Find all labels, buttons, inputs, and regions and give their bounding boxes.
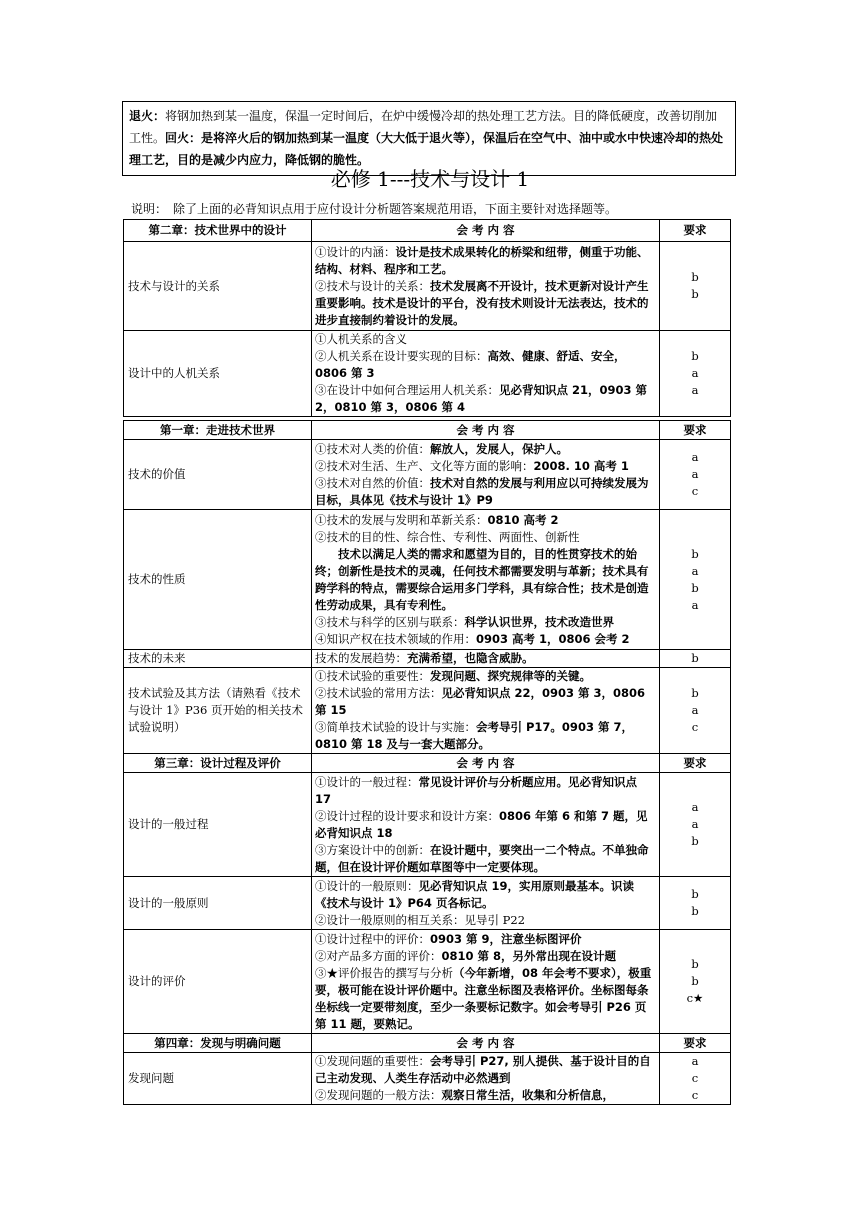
- content-label: ①设计的一般过程：: [315, 774, 419, 789]
- table-row: [124, 331, 731, 417]
- content-text: （今年新增，08 年会考不要求），极重要，极可能在设计评价题中。注意坐标图及表格评价。坐标图每条坐标线一定要带刻度，至少一条要标记数字。如会考导引 P26 页第 11 题，要熟记。: [315, 965, 652, 1031]
- content-cell: [312, 440, 660, 510]
- requirement-heading: 要求: [660, 421, 731, 440]
- requirement-cell: [660, 440, 731, 510]
- requirement-level: b: [691, 904, 699, 918]
- requirement-level: b: [691, 546, 699, 561]
- annealing-definition: 将钢加热到某一温度，保温一定时间后，在炉中缓慢冷却的热处理工艺方法。目的降低硬度，改善切削加工性。: [129, 109, 718, 145]
- tempering-definition: 是将淬火后的钢加热到某一温度（大大低于退火等），保温后在空气中、油中或水中快速冷却的热处理工艺，目的是减少内应力，降低钢的脆性。: [129, 131, 724, 167]
- content-label: ②技术对生活、生产、文化等方面的影响：: [315, 458, 534, 473]
- requirement-level: c: [691, 720, 699, 734]
- table-row: [124, 1053, 731, 1105]
- requirement-level: a: [691, 450, 699, 464]
- content-cell: [312, 877, 660, 930]
- content-label: ②对产品多方面的评价：: [315, 948, 442, 963]
- requirement-level: c: [691, 1071, 699, 1085]
- content-text: 发现问题、探究规律等的关键。: [430, 669, 591, 683]
- topic-cell: 设计中的人机关系: [124, 331, 312, 417]
- content-heading: 会 考 内 容: [312, 220, 660, 242]
- table-row: [124, 668, 731, 754]
- requirement-heading: 要求: [660, 1034, 731, 1053]
- content-label: ①技术对人类的价值：: [315, 441, 430, 456]
- content-text: 在设计题中，要突出一二个特点。不单独命题，但在设计评价题如草图等中一定要体现。: [315, 842, 649, 874]
- requirement-level: a: [691, 703, 699, 717]
- content-label: ②人机关系在设计要实现的目标：: [315, 349, 488, 363]
- requirement-level: b: [691, 580, 699, 595]
- content-text: 会考导引 P17。0903 第 7，0810 第 18 及与一套大题部分。: [315, 720, 633, 751]
- requirement-level: b: [691, 270, 699, 284]
- content-cell: [312, 773, 660, 877]
- content-text: 高效、健康、舒适、安全，0806 第 3: [315, 349, 626, 380]
- requirement-level: a: [691, 467, 699, 481]
- content-heading: 会 考 内 容: [312, 1034, 660, 1053]
- requirement-cell: [660, 650, 731, 668]
- requirement-cell: [660, 877, 731, 930]
- requirement-level: b: [691, 974, 699, 988]
- topic-cell: 设计的一般原则: [124, 877, 312, 930]
- content-label: ①设计的一般原则：: [315, 878, 419, 893]
- chapter-heading: 第三章：设计过程及评价: [124, 754, 312, 773]
- content-text: 见必背知识点 21，0903 第 2，0810 第 3，0806 第 4: [315, 383, 648, 414]
- content-label: ②技术试验的常用方法：: [315, 686, 442, 700]
- table-header-row: [124, 754, 731, 773]
- table-chapters-1-3-4: [123, 420, 731, 1105]
- topic-cell: 发现问题: [124, 1053, 312, 1105]
- content-text: 2008. 10 高考 1: [533, 458, 629, 473]
- requirement-level: a: [691, 800, 699, 814]
- requirement-level: a: [691, 383, 699, 397]
- content-text: ②技术的目的性、综合性、专利性、两面性、创新性: [315, 529, 580, 544]
- content-label: ③技术与科学的区别与联系：: [315, 614, 465, 629]
- content-cell: [312, 930, 660, 1034]
- requirement-level: a: [691, 563, 699, 578]
- table-row: [124, 242, 731, 331]
- content-text: 0903 高考 1，0806 会考 2: [476, 631, 630, 646]
- chapter-heading: 第四章：发现与明确问题: [124, 1034, 312, 1053]
- requirement-cell: [660, 242, 731, 331]
- topic-cell: 技术试验及其方法（请熟看《技术与设计 1》P36 页开始的相关技术试验说明）: [124, 668, 312, 754]
- content-cell: [312, 1053, 660, 1105]
- content-cell: [312, 510, 660, 650]
- content-text: ①人机关系的含义: [315, 332, 407, 346]
- content-label: ④知识产权在技术领域的作用：: [315, 631, 476, 646]
- requirement-level: b: [691, 287, 699, 301]
- requirement-level: a: [691, 1054, 699, 1068]
- requirement-cell: [660, 668, 731, 754]
- topic-cell: 设计的评价: [124, 930, 312, 1034]
- table-header-row: [124, 1034, 731, 1053]
- content-label: 技术的发展趋势：: [315, 651, 407, 665]
- table-header-row: [124, 220, 731, 242]
- requirement-level: c: [691, 1088, 699, 1102]
- requirement-level: a: [691, 817, 699, 831]
- content-cell: [312, 668, 660, 754]
- content-label: ①技术试验的重要性：: [315, 669, 430, 683]
- table-row: [124, 650, 731, 668]
- content-label: ③简单技术试验的设计与实施：: [315, 720, 476, 734]
- requirement-cell: [660, 510, 731, 650]
- content-text: ②设计一般原则的相互关系：见导引 P22: [315, 912, 526, 927]
- content-label: ②技术与设计的关系：: [315, 278, 430, 293]
- content-cell: [312, 242, 660, 331]
- requirement-cell: [660, 930, 731, 1034]
- content-label: ①设计过程中的评价：: [315, 931, 430, 946]
- content-text: 常见设计评价与分析题应用。见必背知识点 17: [315, 774, 637, 806]
- annealing-term: 退火：: [129, 109, 166, 123]
- chapter-heading: 第一章：走进技术世界: [124, 421, 312, 440]
- requirement-heading: 要求: [660, 754, 731, 773]
- requirement-level: b: [691, 349, 699, 363]
- content-label: ①发现问题的重要性：: [315, 1054, 430, 1068]
- content-label: ③★评价报告的撰写与分析: [315, 965, 453, 980]
- content-text: 0810 高考 2: [487, 512, 559, 527]
- content-text: 0810 第 8，另外常出现在设计题: [441, 948, 617, 963]
- content-text: 解放人，发展人，保护人。: [430, 441, 568, 456]
- topic-cell: 技术的价值: [124, 440, 312, 510]
- requirement-level: b: [691, 686, 699, 700]
- requirement-level: c: [691, 484, 699, 498]
- requirement-level: b: [691, 887, 699, 901]
- table-row: [124, 440, 731, 510]
- content-label: ②发现问题的一般方法：: [315, 1088, 442, 1102]
- table-header-row: [124, 421, 731, 440]
- content-text: 0903 第 9，注意坐标图评价: [430, 931, 582, 946]
- explanation-note: 说明： 除了上面的必背知识点用于应付设计分析题答案规范用语，下面主要针对选择题等。: [131, 202, 618, 216]
- requirement-cell: [660, 773, 731, 877]
- requirement-level: c★: [686, 991, 704, 1005]
- topic-cell: 技术的未来: [124, 650, 312, 668]
- table-row: [124, 930, 731, 1034]
- annealing-tempering-box: [122, 101, 736, 176]
- requirement-level: a: [691, 366, 699, 380]
- content-text: 见必背知识点 19，实用原则最基本。识读《技术与设计 1》P64 页各标记。: [315, 878, 635, 910]
- table-row: [124, 773, 731, 877]
- content-text: 见必背知识点 22，0903 第 3，0806 第 15: [315, 686, 646, 717]
- page-title: 必修 1---技术与设计 1: [330, 167, 530, 191]
- content-label: ③技术对自然的价值：: [315, 475, 430, 490]
- requirement-cell: [660, 331, 731, 417]
- content-text: 技术以满足人类的需求和愿望为目的，目的性贯穿技术的始终；创新性是技术的灵魂，任何技术都需要发明与革新；技术具有跨学科的特点，需要综合运用多门学科，具有综合性；技术是创造性劳动成果，具有专利性。: [315, 546, 649, 612]
- content-text: 技术对自然的发展与利用应以可持续发展为目标，具体见《技术与设计 1》P9: [315, 475, 649, 507]
- content-text: 0806 年第 6 和第 7 题，见必背知识点 18: [315, 808, 648, 840]
- table-row: [124, 510, 731, 650]
- topic-cell: 技术的性质: [124, 510, 312, 650]
- topic-cell: 设计的一般过程: [124, 773, 312, 877]
- content-label: ③方案设计中的创新：: [315, 842, 430, 857]
- requirement-level: a: [691, 597, 699, 612]
- content-heading: 会 考 内 容: [312, 421, 660, 440]
- content-label: ①设计的内涵：: [315, 244, 396, 259]
- content-label: ②设计过程的设计要求和设计方案：: [315, 808, 499, 823]
- content-text: 技术发展离不开设计，技术更新对设计产生重要影响。技术是设计的平台，没有技术则设计无法表达，技术的进步直接制约着设计的发展。: [315, 278, 649, 327]
- chapter-heading: 第二章：技术世界中的设计: [124, 220, 312, 242]
- requirement-heading: 要求: [660, 220, 731, 242]
- tempering-term: 回火：: [165, 131, 202, 145]
- requirement-level: b: [691, 957, 699, 971]
- content-text: 充满希望，也隐含威胁。: [407, 651, 534, 665]
- content-text: 会考导引 P27, 别人提供、基于设计目的自己主动发现、人类生存活动中必然遇到: [315, 1054, 651, 1085]
- content-text: 设计是技术成果转化的桥梁和纽带，侧重于功能、结构、材料、程序和工艺。: [315, 244, 649, 276]
- content-cell: [312, 650, 660, 668]
- content-text: 观察日常生活，收集和分析信息，: [441, 1088, 614, 1102]
- requirement-level: b: [691, 651, 699, 665]
- requirement-level: b: [691, 834, 699, 848]
- table-row: [124, 877, 731, 930]
- content-text: 科学认识世界，技术改造世界: [464, 614, 614, 629]
- content-cell: [312, 331, 660, 417]
- table-chapter-2: [123, 219, 731, 417]
- content-heading: 会 考 内 容: [312, 754, 660, 773]
- content-label: ①技术的发展与发明和革新关系：: [315, 512, 488, 527]
- topic-cell: 技术与设计的关系: [124, 242, 312, 331]
- content-label: ③在设计中如何合理运用人机关系：: [315, 383, 499, 397]
- requirement-cell: [660, 1053, 731, 1105]
